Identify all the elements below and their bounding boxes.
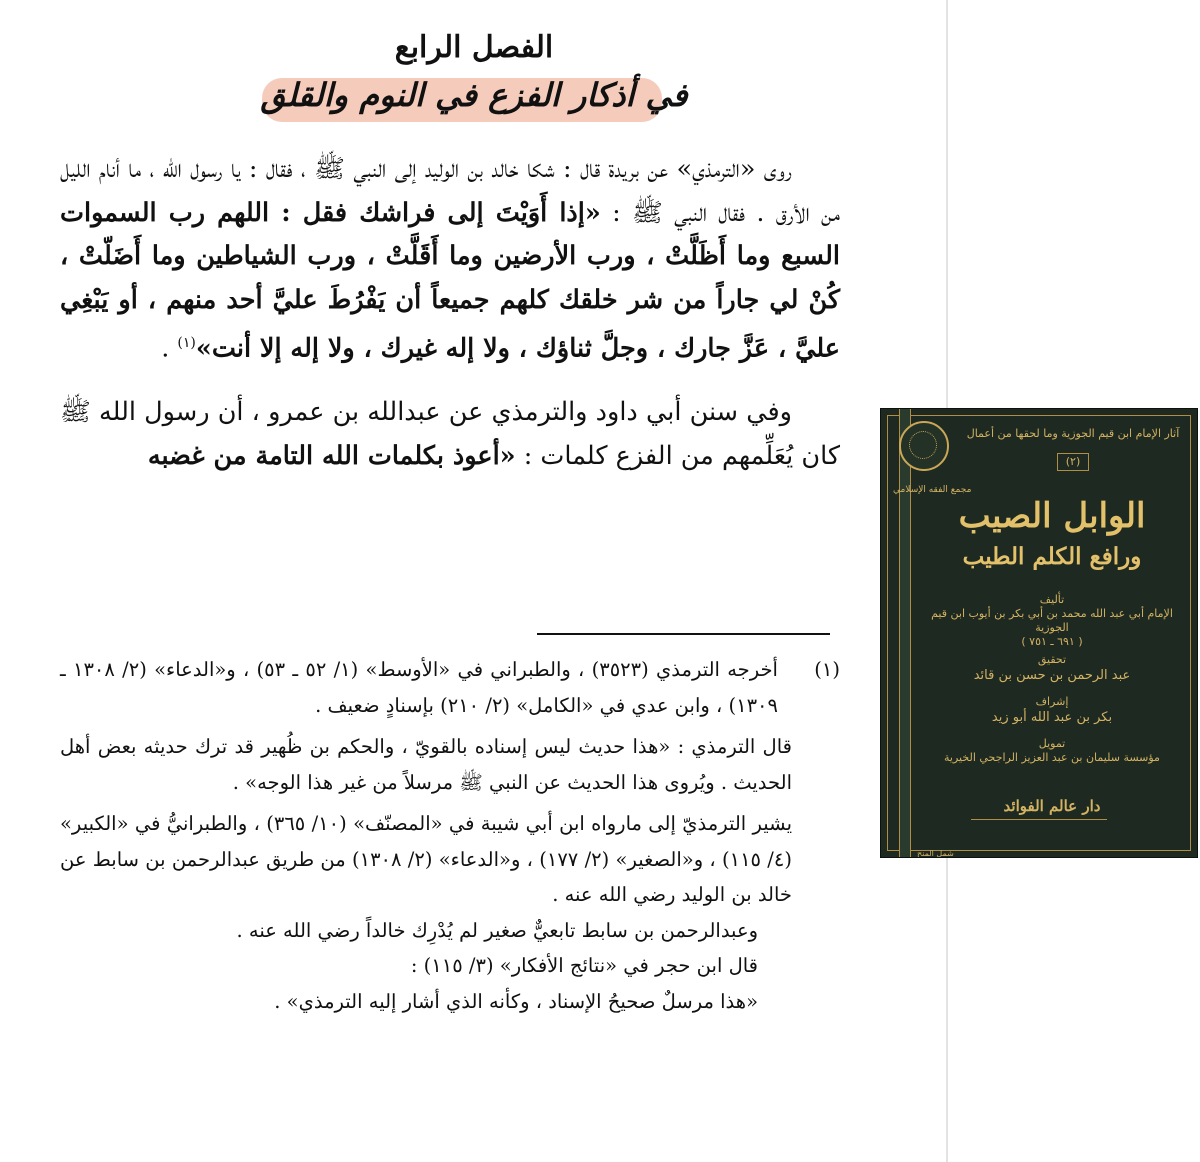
footnote-paragraph-6: «هذا مرسلٌ صحيحُ الإسناد ، وكأنه الذي أشار إليه الترمذي» . [274,989,758,1013]
cover-spine-band [899,409,911,857]
paragraph-2 [60,391,840,478]
paragraph-1-dua: «إذا أَوَيْتَ إلى فراشك فقل : اللهم رب السموات السبع وما أَظَلَّتْ ، ورب الأرضين وما أَقَلَّتْ ، ورب الشياطين وما أَضَلّتْ ، كُنْ لي جاراً من شر خلقك كلهم جميعاً أن يَفْرُطَ عليَّ أحد منهم ، أو يَبْغِي عليَّ ، عَزَّ جارك ، وجلَّ ثناؤك ، ولا إله غيرك ، ولا إله إلا أنت» [60,197,840,364]
footnote-number: (١) [814,658,840,681]
footnote-paragraph-5: قال ابن حجر في «نتائج الأفكار» (٣/ ١١٥) : [410,954,758,977]
cover-publisher-label: مجمع الفقه الإسلامي [893,485,972,495]
cover-dates: ( ٦٩١ ـ ٧٥١ ) [1021,635,1083,648]
cover-supervisor: بكر بن عبد الله أبو زيد [991,710,1113,725]
paragraph-2-intro: وفي سنن أبي داود والترمذي عن عبدالله بن عمرو ، أن رسول الله ﷺ كان يُعَلِّمهم من الفزع كلمات : [60,397,840,471]
cover-supervisor-label: إشراف [1035,695,1069,708]
footnote-marker: (١) [177,335,196,351]
cover-subtitle: ورافع الكلم الطيب [962,543,1142,570]
cover-editor: عبد الرحمن بن حسن بن قائد [973,668,1131,683]
chapter-title: الفصل الرابع [394,30,554,65]
footnotes [60,652,840,1019]
chapter-subtitle: في أذكار الفزع في النوم والقلق [260,76,688,114]
cover-author: الإمام أبي عبد الله محمد بن أبي بكر بن أيوب ابن قيم الجوزية [931,607,1173,634]
cover-title: الوابل الصيب [958,496,1146,536]
footnote-1-text: أخرجه الترمذي (٣٥٢٣) ، والطبراني في «الأوسط» (١/ ٥٢ ـ ٥٣) ، و«الدعاء» (٢/ ١٣٠٨ ـ ١٣٠٩) ، وابن عدي في «الكامل» (٢/ ٢١٠) بإسنادٍ ضعيف . [60,658,778,717]
cover-volume: (٢) [1057,453,1089,471]
footnote-paragraph-4: وعبدالرحمن بن سابط تابعيٌّ صغير لم يُدْرِك خالداً رضي الله عنه . [236,918,758,942]
cover-publisher-rule [971,819,1107,820]
footnote-divider [537,633,830,635]
footnote-1 [60,652,840,723]
footnote-paragraph-2: قال الترمذي : «هذا حديث ليس إسناده بالقويّ ، والحكم بن ظُهير قد ترك حديثه بعض أهل الحديث . ويُروى هذا الحديث عن النبي ﷺ مرسلاً من غير هذا الوجه» . [60,735,792,794]
cover-bottom-label: شمل المنح [917,849,954,858]
cover-publisher: دار عالم الفوائد [1003,797,1101,815]
paragraph-2-dua: «أعوذ بكلمات الله التامة من غضبه [147,440,516,471]
paragraph-1-end: . [161,333,178,364]
paragraph-1 [60,148,840,371]
cover-seal-icon [899,421,949,471]
paragraph-1-intro: روى «الترمذي» عن بريدة قال : شكا خالد بن الوليد إلى النبي ﷺ ، فقال : يا رسول الله ، ما أنام الليل من الأرق . فقال النبي ﷺ : [60,154,841,228]
cover-funder-label: تمويل [1038,737,1066,750]
footnote-paragraph-3: يشير الترمذيّ إلى مارواه ابن أبي شيبة في «المصنّف» (١٠/ ٣٦٥) ، والطبرانيُّ في «الكبير» (٤/ ١١٥) ، و«الصغير» (٢/ ١٧٧) ، و«الدعاء» (٢/ ١٣٠٨) من طريق عبدالرحمن بن سابط عن خالد بن الوليد رضي الله عنه . [60,812,792,906]
cover-series: آثار الإمام ابن قيم الجوزية وما لحقها من أعمال [966,427,1180,440]
cover-author-label: تأليف [1039,593,1065,606]
cover-funder: مؤسسة سليمان بن عبد العزيز الراجحي الخيرية [944,751,1160,764]
cover-editor-label: تحقيق [1037,653,1067,666]
book-cover-image [880,408,1198,858]
main-text [60,148,840,478]
